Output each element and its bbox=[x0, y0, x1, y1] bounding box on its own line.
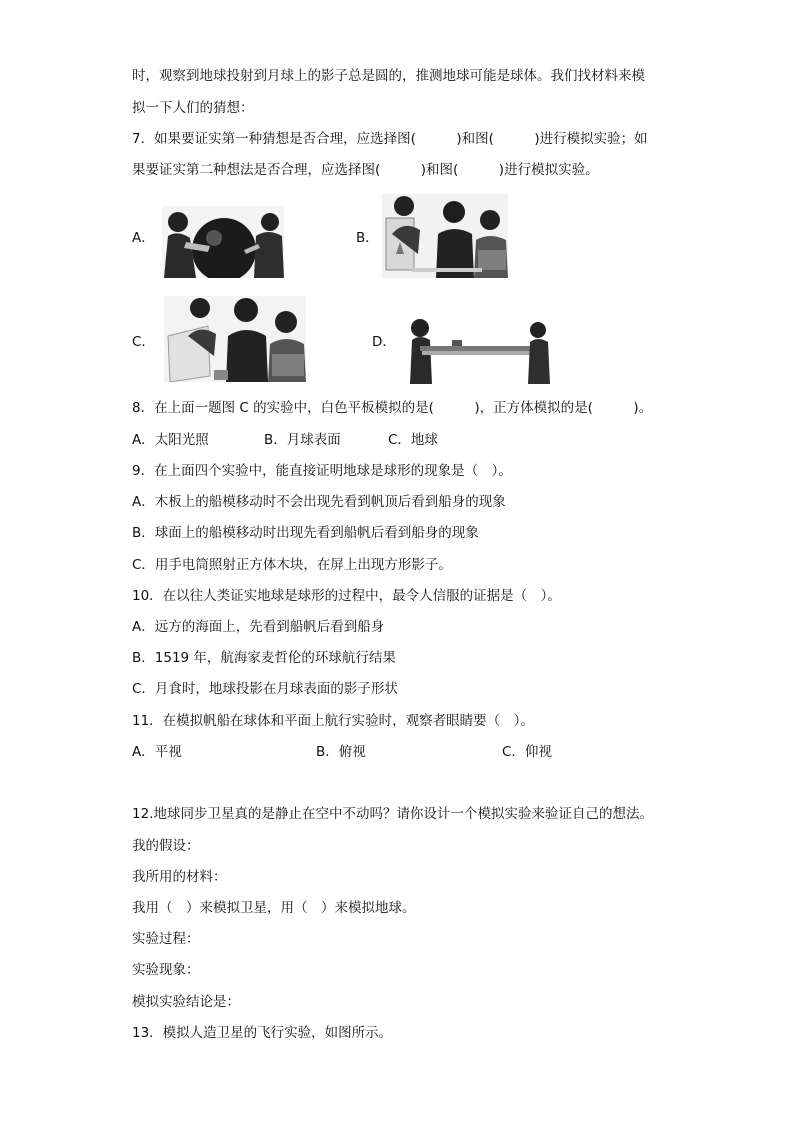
q11-option-c: C．仰视 bbox=[502, 744, 552, 760]
q10-option-a: A．远方的海面上，先看到船帆后看到船身 bbox=[132, 619, 385, 635]
q8-option-b: B．月球表面 bbox=[264, 432, 341, 448]
photo-d-children-with-plank bbox=[406, 318, 552, 384]
q7-line-1: 7．如果要证实第一种猜想是否合理，应选择图( )和图( )进行模拟实验；如 bbox=[132, 131, 648, 147]
q7-option-b-label: B． bbox=[356, 230, 379, 246]
q9-stem: 9．在上面四个实验中，能直接证明地球是球形的现象是（ ）。 bbox=[132, 463, 512, 479]
q8-option-c: C．地球 bbox=[388, 432, 438, 448]
q7-option-a-label: A． bbox=[132, 230, 155, 246]
q7-option-c-label: C． bbox=[132, 334, 155, 350]
q12-conclusion: 模拟实验结论是： bbox=[132, 994, 240, 1010]
q10-stem: 10．在以往人类证实地球是球形的过程中，最令人信服的证据是（ ）。 bbox=[132, 588, 561, 604]
q11-stem: 11．在模拟帆船在球体和平面上航行实验时，观察者眼睛要（ ）。 bbox=[132, 713, 534, 729]
photo-b-children-with-box bbox=[382, 194, 508, 278]
q11-option-a: A．平视 bbox=[132, 744, 182, 760]
intro-line-1: 时，观察到地球投射到月球上的影子总是圆的，推测地球可能是球体。我们找材料来模 bbox=[132, 68, 645, 84]
q9-option-c: C．用手电筒照射正方体木块，在屏上出现方形影子。 bbox=[132, 557, 452, 573]
q7-option-d-label: D． bbox=[372, 334, 396, 350]
photo-a-children-with-ball bbox=[162, 206, 284, 278]
q10-option-c: C．月食时，地球投影在月球表面的影子形状 bbox=[132, 681, 398, 697]
q12-hypothesis: 我的假设： bbox=[132, 838, 200, 854]
q9-option-b: B．球面上的船模移动时出现先看到船帆后看到船身的现象 bbox=[132, 525, 479, 541]
intro-line-2: 拟一下人们的猜想： bbox=[132, 100, 254, 116]
q12-phenomenon: 实验现象： bbox=[132, 962, 200, 978]
photo-c-children-with-board-and-cube bbox=[164, 296, 306, 382]
q8-option-a: A．太阳光照 bbox=[132, 432, 209, 448]
q12-process: 实验过程： bbox=[132, 931, 200, 947]
q8-stem: 8．在上面一题图 C 的实验中，白色平板模拟的是( )，正方体模拟的是( )。 bbox=[132, 400, 653, 416]
q12-stem: 12.地球同步卫星真的是静止在空中不动吗？请你设计一个模拟实验来验证自己的想法。 bbox=[132, 806, 653, 822]
q12-model: 我用（ ）来模拟卫星，用（ ）来模拟地球。 bbox=[132, 900, 416, 916]
q12-materials: 我所用的材料： bbox=[132, 869, 227, 885]
q9-option-a: A．木板上的船模移动时不会出现先看到帆顶后看到船身的现象 bbox=[132, 494, 506, 510]
q11-option-b: B．俯视 bbox=[316, 744, 366, 760]
q10-option-b: B．1519 年，航海家麦哲伦的环球航行结果 bbox=[132, 650, 396, 666]
q13-stem: 13．模拟人造卫星的飞行实验，如图所示。 bbox=[132, 1025, 393, 1041]
q7-line-2: 果要证实第二种想法是否合理，应选择图( )和图( )进行模拟实验。 bbox=[132, 162, 599, 178]
